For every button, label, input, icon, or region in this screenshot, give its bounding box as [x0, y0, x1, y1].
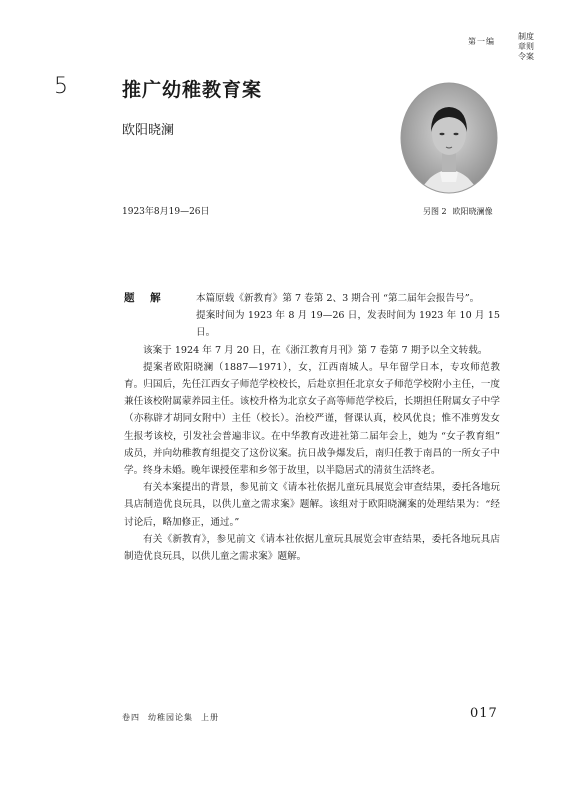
- intro-time-line: 提案时间为 1923 年 8 月 19—26 日，发表时间为 1923 年 10 月 15 日。: [196, 310, 500, 339]
- running-header-part: 第一编: [468, 37, 495, 46]
- category-line: 制度: [518, 32, 534, 41]
- category-line: 章则: [518, 42, 534, 51]
- intro-paragraph: 提案者欧阳晓澜（1887—1971），女，江西南城人。早年留学日本，专攻师范教育。归国后，先任江西女子师范学校校长，后赴京担任北京女子师范学校附小主任，一度兼任该校附属蒙养园主任。该校升格为北京女子高等师范学校后，长期担任附属女子中学（亦称辟才胡同女附中）主任（校长）。治校严谨，督课认真，校风优良；惟不准剪发女生报考该校，引发社会普遍非议。在中华教育改进社第二届年会上，她为 “女子教育组” 成员，并向幼稚教育组提交了这份议案。抗日战争爆发后，南归任教于南昌的一所女子中学。终身未婚。晚年课授侄辈和乡邻于故里，以半隐居式的清贫生活终老。: [124, 361, 500, 477]
- footer-collection: 幼稚园论集: [148, 713, 193, 722]
- intro-body: [124, 290, 500, 565]
- figure-caption-text: 欧阳晓澜像: [452, 207, 493, 216]
- footer-part: 上册: [201, 713, 219, 722]
- figure-caption: [423, 206, 499, 217]
- intro-first-line: 本篇原载《新教育》第 7 卷第 2、3 期合刊 “第二届年会报告号”。: [196, 293, 480, 304]
- page-number: 017: [470, 706, 498, 721]
- chapter-date: 1923年8月19—26日: [122, 207, 210, 217]
- running-footer: [122, 712, 227, 723]
- intro-paragraph: 有关《新教育》，参见前文《请本社依据儿童玩具展览会审查结果，委托各地玩具店制造优良玩具，以供儿童之需求案》题解。: [124, 533, 500, 563]
- author-portrait: [400, 82, 498, 194]
- intro-paragraph: 该案于 1924 年 7 月 20 日，在《浙江教育月刊》第 7 卷第 7 期予以全文转载。: [143, 344, 488, 356]
- category-line: 令案: [518, 52, 534, 61]
- intro-label: 题 解: [124, 292, 167, 304]
- intro-paragraph: 有关本案提出的背景，参见前文《请本社依据儿童玩具展览会审查结果，委托各地玩具店制造优良玩具，以供儿童之需求案》题解。该组对于欧阳晓澜案的处理结果为：“经讨论后，略加修正，通过。”: [124, 482, 500, 528]
- chapter-title: 推广幼稚教育案: [122, 79, 263, 101]
- chapter-number: 5: [54, 74, 68, 99]
- footer-volume: 卷四: [122, 713, 140, 722]
- chapter-author: 欧阳晓澜: [122, 123, 175, 138]
- figure-label: 另图 2: [423, 207, 447, 216]
- running-header-category: [515, 32, 537, 62]
